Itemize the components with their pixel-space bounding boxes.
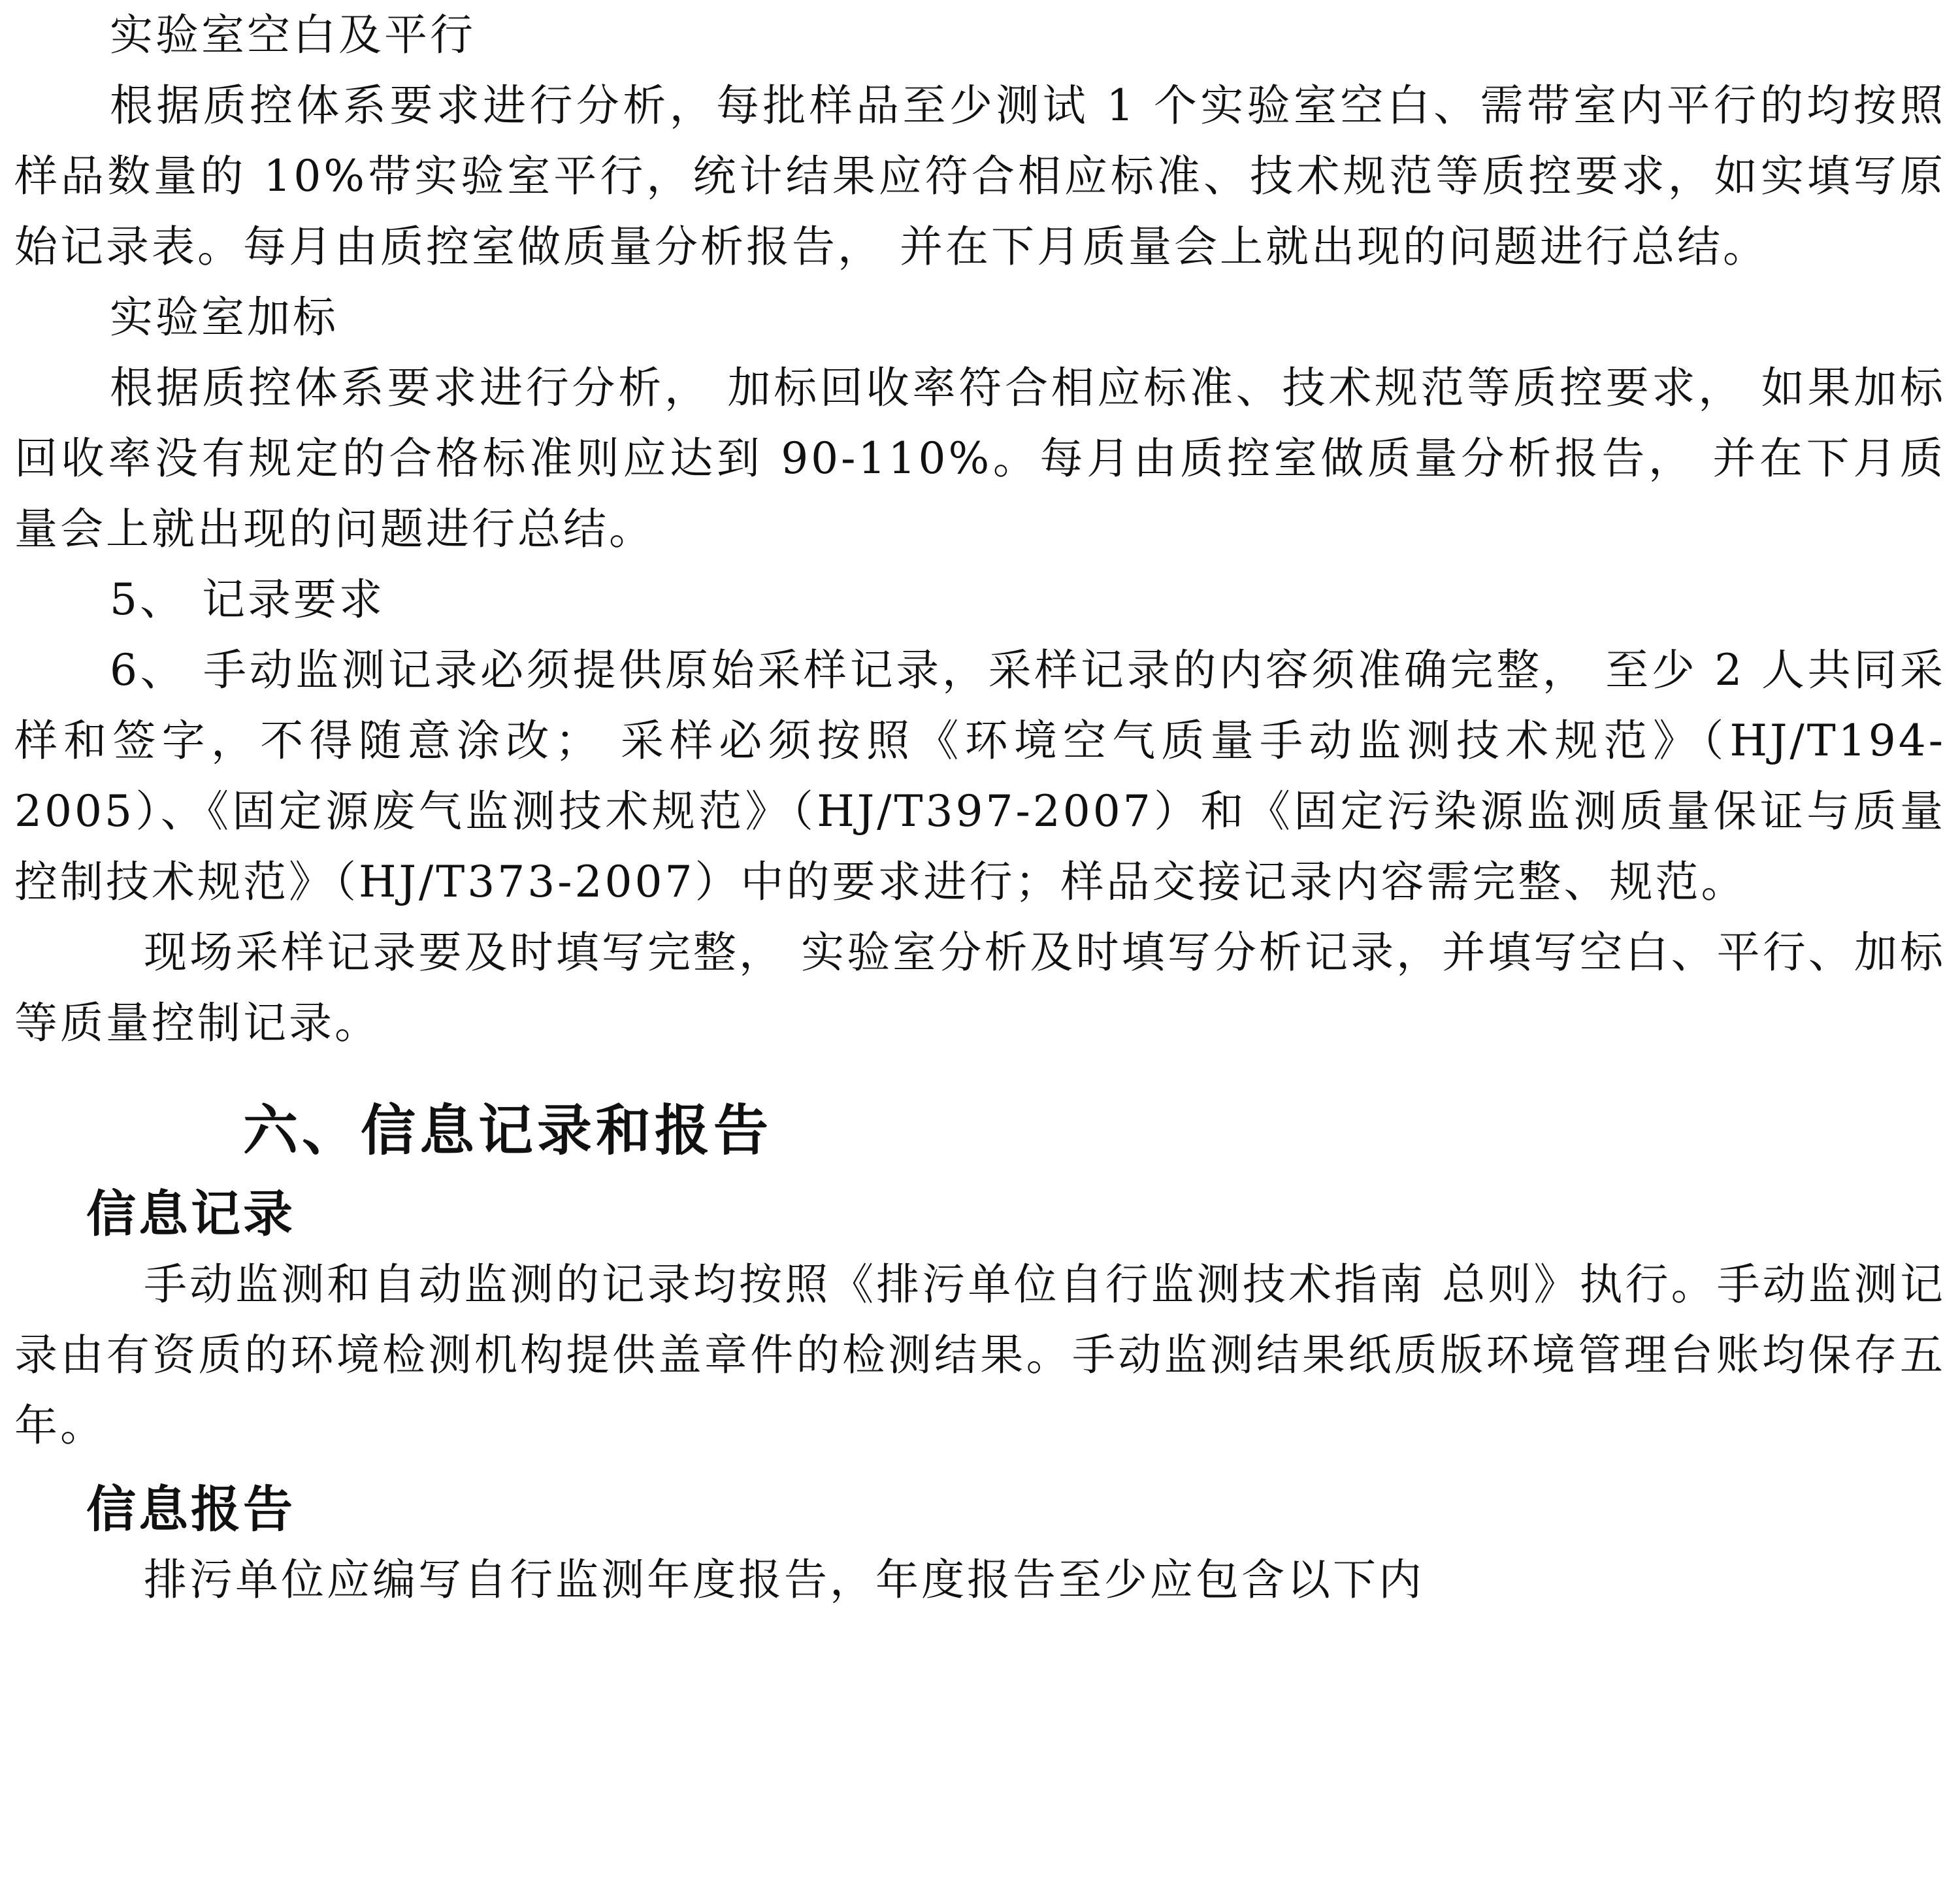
section-title: 六、信息记录和报告 (243, 1098, 773, 1163)
lab-spike-paragraph: 根据质控体系要求进行分析， 加标回收率符合相应标准、技术规范等质控要求， 如果加标回收率没有规定的合格标准则应达到 90-110%。每月由质控室做质量分析报告， 并在下月质量会上就出现的问题进行总结。 (14, 363, 1946, 554)
field-sampling-paragraph: 现场采样记录要及时填写完整， 实验室分析及时填写分析记录，并填写空白、平行、加标等质量控制记录。 (14, 927, 1946, 1048)
record-requirements-heading: 5、 记录要求 (110, 574, 385, 625)
lab-spike-heading: 实验室加标 (110, 292, 338, 342)
info-record-heading: 信息记录 (86, 1185, 295, 1243)
info-report-paragraph: 排污单位应编写自行监测年度报告，年度报告至少应包含以下内 (144, 1555, 1424, 1605)
subsection-spacer (14, 1461, 1946, 1474)
info-record-paragraph: 手动监测和自动监测的记录均按照《排污单位自行监测技术指南 总则》执行。手动监测记录由有资质的环境检测机构提供盖章件的检测结果。手动监测结果纸质版环境管理台账均保存五年。 (14, 1259, 1946, 1451)
lab-blank-paragraph: 根据质控体系要求进行分析，每批样品至少测试 1 个实验室空白、需带室内平行的均按照样品数量的 10%带实验室平行，统计结果应符合相应标准、技术规范等质控要求，如实填写原始记录表。每月由质控室做质量分析报告， 并在下月质量会上就出现的问题进行总结。 (14, 80, 1946, 272)
heading-spacer (14, 1166, 1946, 1179)
lab-blank-heading: 实验室空白及平行 (110, 10, 476, 60)
info-report-heading: 信息报告 (86, 1480, 295, 1538)
section-spacer (14, 1059, 1946, 1095)
manual-monitoring-paragraph: 6、 手动监测记录必须提供原始采样记录，采样记录的内容须准确完整， 至少 2 人共同采样和签字，不得随意涂改； 采样必须按照《环境空气质量手动监测技术规范》（HJ/T194-2005）、《固定源废气监测技术规范》（HJ/T397-2007）和《固定污染源监测质量保证与质量控制技术规范》（HJ/T373-2007）中的要求进行；样品交接记录内容需完整、规范。 (14, 645, 1946, 907)
document-page (14, 0, 1946, 1899)
